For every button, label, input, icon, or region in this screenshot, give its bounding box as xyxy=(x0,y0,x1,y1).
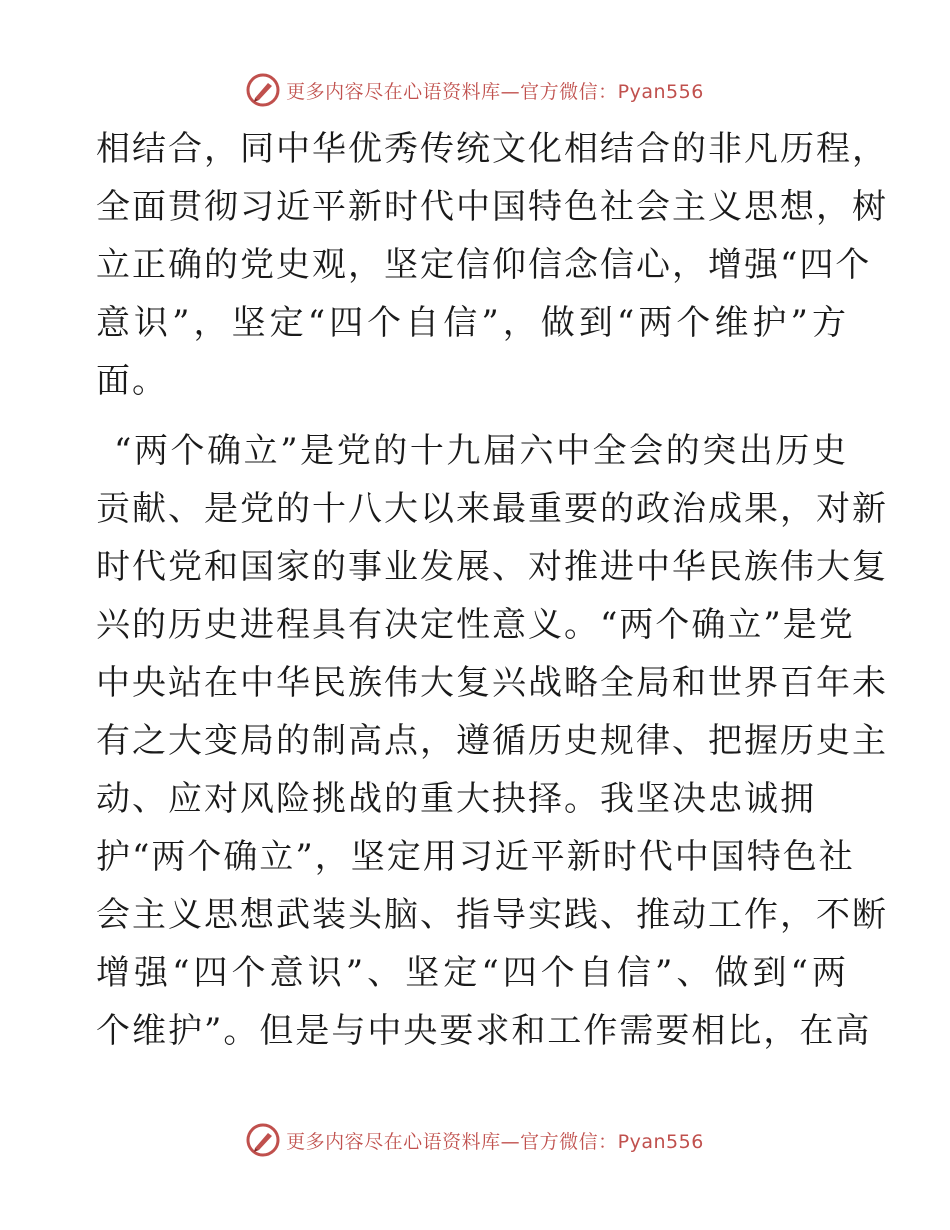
text-line: 兴的历史进程具有决定性意义。“两个确立”是党 xyxy=(96,605,855,645)
text-line: 有之大变局的制高点，遵循历史规律、把握历史主 xyxy=(96,721,888,761)
text-line: 护“两个确立”，坚定用习近平新时代中国特色社 xyxy=(96,837,855,877)
text-line: 立正确的党史观，坚定信仰信念信心，增强“四个 xyxy=(96,245,872,285)
text-line: 动、应对风险挑战的重大抉择。我坚决忠诚拥 xyxy=(96,779,816,819)
text-line: 增强“四个意识”、坚定“四个自信”、做到“两 xyxy=(96,953,848,993)
pen-logo-icon xyxy=(246,73,280,107)
text-line: 会主义思想武装头脑、指导实践、推动工作，不断 xyxy=(96,895,888,935)
paragraph-gap xyxy=(96,410,848,422)
paragraph-2 xyxy=(96,422,888,1060)
document-body xyxy=(96,120,888,1060)
header-banner-text: 更多内容尽在心语资料库—官方微信：Pyan556 xyxy=(286,80,704,103)
text-line: 贡献、是党的十八大以来最重要的政治成果，对新 xyxy=(96,489,888,529)
pen-logo-icon xyxy=(246,1123,280,1157)
text-line: 面。 xyxy=(96,361,168,401)
paragraph-1 xyxy=(96,120,888,410)
footer-banner-text: 更多内容尽在心语资料库—官方微信：Pyan556 xyxy=(286,1130,704,1153)
text-line: “两个确立”是党的十九届六中全会的突出历史 xyxy=(114,431,848,471)
text-line: 时代党和国家的事业发展、对推进中华民族伟大复 xyxy=(96,547,888,587)
page-footer-banner xyxy=(0,1120,950,1160)
text-line: 中央站在中华民族伟大复兴战略全局和世界百年未 xyxy=(96,663,888,703)
text-line: 全面贯彻习近平新时代中国特色社会主义思想，树 xyxy=(96,187,888,227)
text-line: 相结合，同中华优秀传统文化相结合的非凡历程， xyxy=(96,129,888,169)
text-line: 个维护”。但是与中央要求和工作需要相比，在高 xyxy=(96,1011,872,1051)
text-line: 意识”，坚定“四个自信”，做到“两个维护”方 xyxy=(96,303,848,343)
page-header-banner xyxy=(0,70,950,110)
